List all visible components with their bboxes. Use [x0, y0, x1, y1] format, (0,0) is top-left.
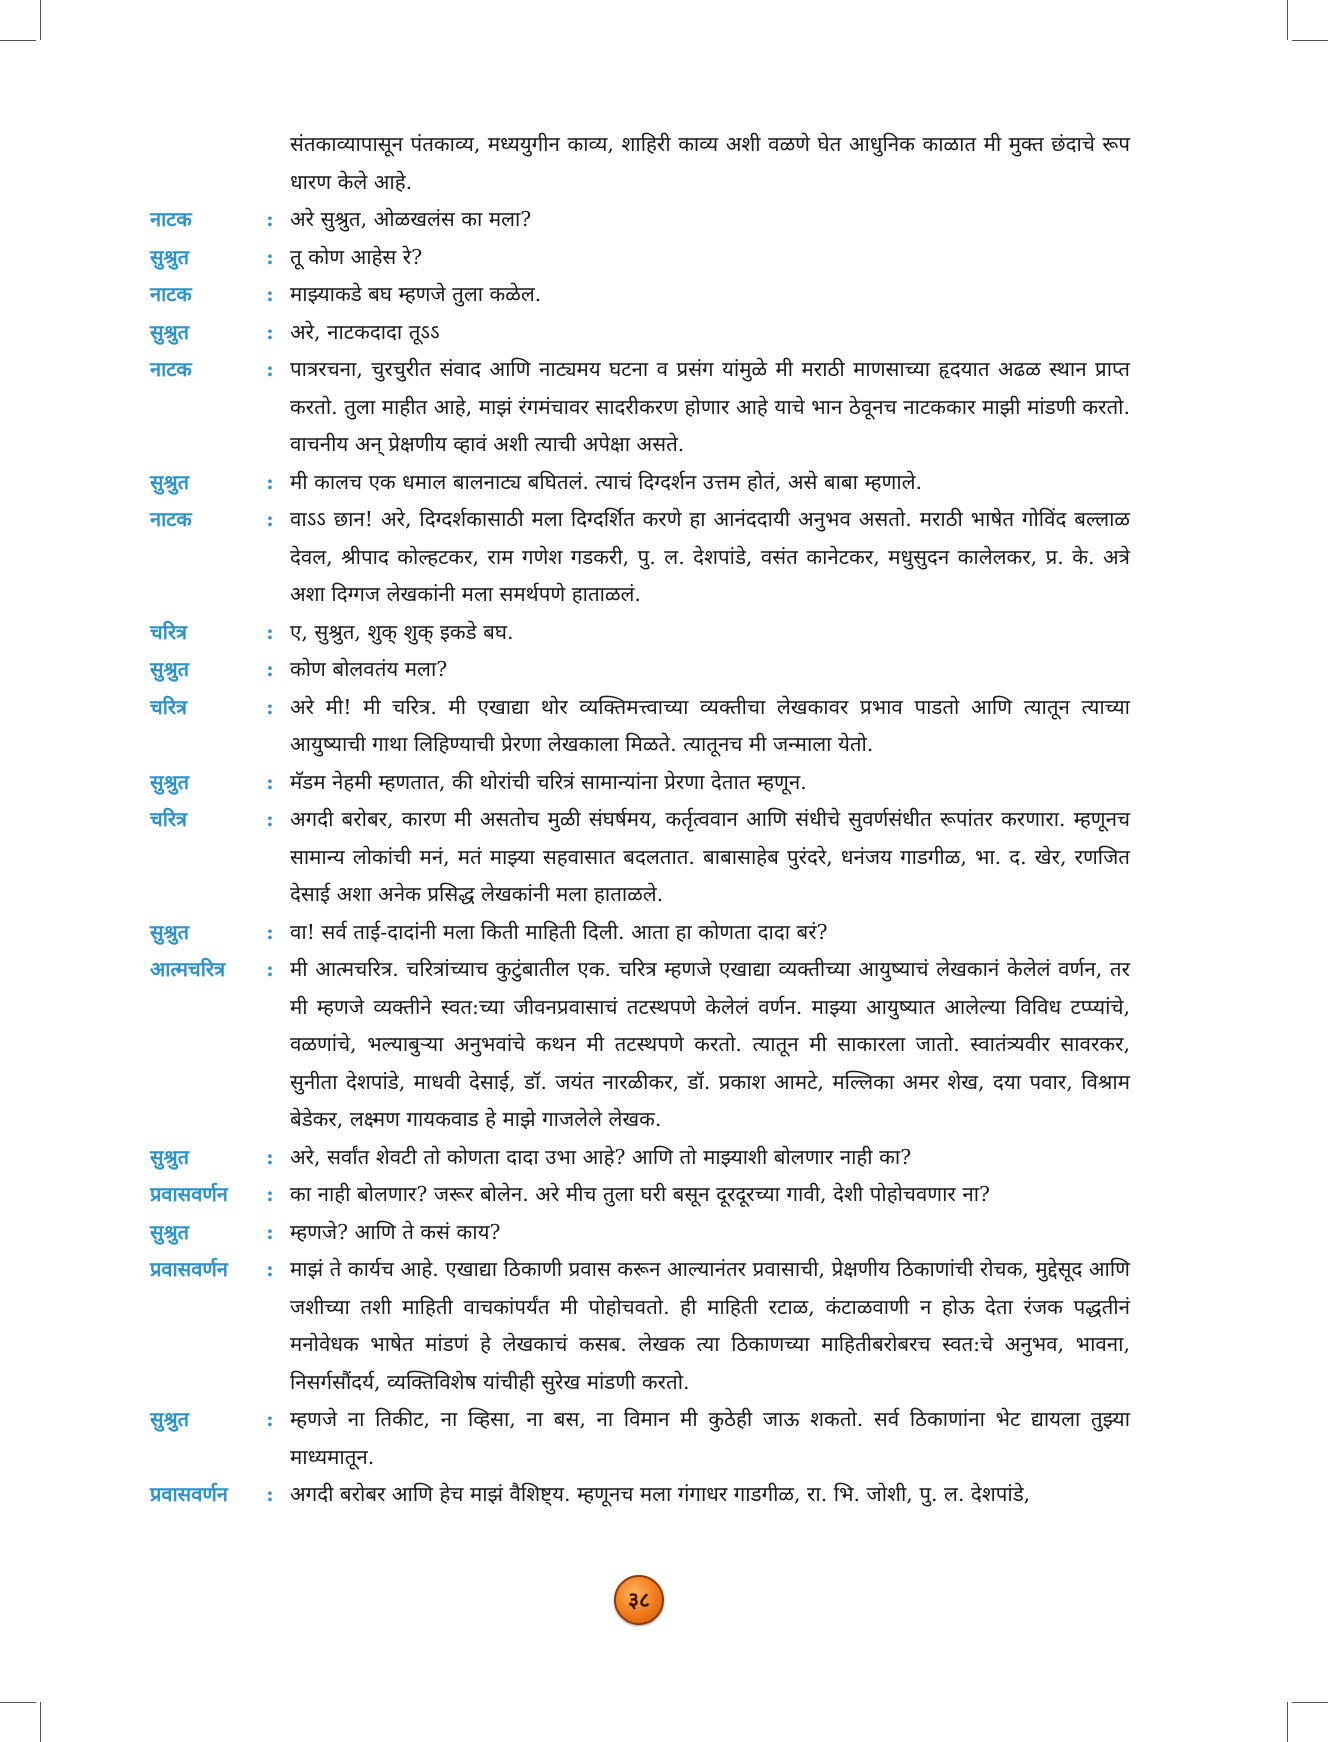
- dialogue-text: ए, सुश्रुत, शुक् शुक् इकडे बघ.: [290, 619, 514, 644]
- intro-paragraph: संतकाव्यापासून पंतकाव्य, मध्ययुगीन काव्य, शाहिरी काव्य अशी वळणे घेत आधुनिक काळात मी मुक्त छंदाचे रूप धारण केले आहे.: [290, 132, 1130, 194]
- dialogue-text: म्हणजे? आणि ते कसं काय?: [290, 1219, 501, 1244]
- dialogue-line: [150, 914, 1130, 952]
- speaker-colon: :: [266, 1407, 274, 1431]
- crop-mark: [1292, 1702, 1328, 1703]
- speaker-name: सुश्रुत: [150, 469, 190, 494]
- crop-mark: [1292, 40, 1328, 41]
- speaker-colon: :: [266, 1182, 274, 1206]
- dialogue-line: [150, 464, 1130, 502]
- speaker-name: चरित्र: [150, 807, 188, 831]
- dialogue-text: मी आत्मचरित्र. चरित्रांच्याच कुटुंबातील एक. चरित्र म्हणजे एखाद्या व्यक्तीच्या आयुष्याचं लेखकानं केलेलं वर्णन, तर मी म्हणजे व्यक्तीने स्वत:च्या जीवनप्रवासाचं तटस्थपणे केलेलं वर्णन. माझ्या आयुष्यात आलेल्या विविध टप्प्यांचे, वळणांचे, भल्याबुऱ्या अनुभवांचे कथन मी तटस्थपणे करतो. त्यातून मी साकारला जातो. स्वातंत्र्यवीर सावरकर, सुनीता देशपांडे, माधवी देसाई, डॉ. जयंत नारळीकर, डॉ. प्रकाश आमटे, मल्लिका अमर शेख, दया पवार, विश्राम बेडेकर, लक्ष्मण गायकवाड हे माझे गाजलेले लेखक.: [290, 957, 1130, 1131]
- crop-mark: [1287, 0, 1288, 40]
- dialogue-text: अगदी बरोबर आणि हेच माझं वैशिष्ट्य. म्हणूनच मला गंगाधर गाडगीळ, रा. भि. जोशी, पु. ल. देशपांडे,: [290, 1482, 1031, 1506]
- speaker-name: प्रवासवर्णन: [150, 1482, 228, 1506]
- dialogue-line: [150, 801, 1130, 914]
- speaker-name: प्रवासवर्णन: [150, 1182, 228, 1206]
- speaker-name: सुश्रुत: [150, 1219, 190, 1244]
- speaker-name: आत्मचरित्र: [150, 957, 226, 981]
- dialogue-line: [150, 276, 1130, 314]
- speaker-name: नाटक: [150, 357, 192, 381]
- dialogue-text: अरे मी! मी चरित्र. मी एखाद्या थोर व्यक्तिमत्त्वाच्या व्यक्तीचा लेखकावर प्रभाव पाडतो आणि त्यातून त्याच्या आयुष्याची गाथा लिहिण्याची प्रेरणा लेखकाला मिळते. त्यातूनच मी जन्माला येतो.: [290, 694, 1130, 756]
- crop-mark: [1287, 1702, 1288, 1742]
- speaker-name: सुश्रुत: [150, 657, 190, 681]
- speaker-colon: :: [266, 357, 274, 381]
- page-number: ३८: [628, 1588, 650, 1612]
- speaker-name: सुश्रुत: [150, 319, 190, 344]
- dialogue-line: [150, 201, 1130, 239]
- dialogue-text: अगदी बरोबर, कारण मी असतोच मुळी संघर्षमय, कर्तृत्ववान आणि संधीचे सुवर्णसंधीत रूपांतर करणारा. म्हणूनच सामान्य लोकांची मनं, मतं माझ्या सहवासात बदलतात. बाबासाहेब पुरंदरे, धनंजय गाडगीळ, भा. द. खेर, रणजित देसाई अशा अनेक प्रसिद्ध लेखकांनी मला हाताळले.: [290, 807, 1130, 906]
- speaker-colon: :: [266, 507, 274, 531]
- speaker-name: सुश्रुत: [150, 769, 190, 794]
- speaker-colon: :: [266, 1257, 274, 1281]
- dialogue-line: [150, 1401, 1130, 1476]
- dialogue-text: वा! सर्व ताई-दादांनी मला किती माहिती दिली. आता हा कोणता दादा बरं?: [290, 919, 828, 944]
- dialogue-line: [150, 1176, 1130, 1214]
- dialogue-line: [150, 614, 1130, 652]
- dialogue-text: मॅडम नेहमी म्हणतात, की थोरांची चरित्रं सामान्यांना प्रेरणा देतात म्हणून.: [290, 769, 807, 794]
- speaker-colon: :: [266, 1482, 274, 1506]
- speaker-colon: :: [266, 469, 274, 494]
- speaker-name: चरित्र: [150, 619, 188, 644]
- speaker-name: प्रवासवर्णन: [150, 1257, 228, 1281]
- dialogue-text: वाऽऽ छान! अरे, दिग्दर्शकासाठी मला दिग्दर्शित करणे हा आनंददायी अनुभव असतो. मराठी भाषेत गोविंद बल्लाळ देवल, श्रीपाद कोल्हटकर, राम गणेश गडकरी, पु. ल. देशपांडे, वसंत कानेटकर, मधुसुदन कालेलकर, प्र. के. अत्रे अशा दिग्गज लेखकांनी मला समर्थपणे हाताळलं.: [290, 507, 1130, 606]
- speaker-colon: :: [266, 807, 274, 831]
- speaker-colon: :: [266, 244, 274, 269]
- dialogue-text: तू कोण आहेस रे?: [290, 244, 423, 269]
- speaker-colon: :: [266, 319, 274, 344]
- dialogue-text: पात्ररचना, चुरचुरीत संवाद आणि नाट्यमय घटना व प्रसंग यांमुळे मी मराठी माणसाच्या हृदयात अढळ स्थान प्राप्त करतो. तुला माहीत आहे, माझं रंगमंचावर सादरीकरण होणार आहे याचे भान ठेवूनच नाटककार माझी मांडणी करतो. वाचनीय अन् प्रेक्षणीय व्हावं अशी त्याची अपेक्षा असते.: [290, 357, 1130, 456]
- dialogue-line: [150, 1251, 1130, 1401]
- dialogue-line: [150, 689, 1130, 764]
- speaker-name: नाटक: [150, 282, 192, 306]
- dialogue-text: अरे सुश्रुत, ओळखलंस का मला?: [290, 207, 532, 231]
- speaker-name: सुश्रुत: [150, 1407, 190, 1431]
- speaker-name: चरित्र: [150, 694, 188, 719]
- dialogue-line: [150, 314, 1130, 352]
- speaker-colon: :: [266, 1144, 274, 1169]
- crop-mark: [0, 1702, 36, 1703]
- dialogue-line: [150, 951, 1130, 1139]
- dialogue-list: [150, 201, 1130, 1514]
- dialogue-line: [150, 501, 1130, 614]
- speaker-colon: :: [266, 619, 274, 644]
- speaker-colon: :: [266, 657, 274, 681]
- crop-mark: [40, 1702, 41, 1742]
- page-number-badge: [614, 1575, 664, 1625]
- dialogue-line: [150, 1476, 1130, 1514]
- speaker-name: सुश्रुत: [150, 244, 190, 269]
- speaker-colon: :: [266, 694, 274, 719]
- speaker-name: नाटक: [150, 207, 192, 231]
- speaker-name: सुश्रुत: [150, 919, 190, 944]
- dialogue-line: [150, 651, 1130, 689]
- page-content: [150, 126, 1130, 1514]
- dialogue-text: मी कालच एक धमाल बालनाट्य बघितलं. त्याचं दिग्दर्शन उत्तम होतं, असे बाबा म्हणाले.: [290, 469, 923, 494]
- dialogue-text: माझ्याकडे बघ म्हणजे तुला कळेल.: [290, 282, 542, 306]
- dialogue-text: कोण बोलवतंय मला?: [290, 657, 448, 681]
- speaker-colon: :: [266, 1219, 274, 1244]
- dialogue-text: म्हणजे ना तिकीट, ना व्हिसा, ना बस, ना विमान मी कुठेही जाऊ शकतो. सर्व ठिकाणांना भेट द्यायला तुझ्या माध्यमातून.: [290, 1407, 1130, 1469]
- speaker-colon: :: [266, 769, 274, 794]
- speaker-name: सुश्रुत: [150, 1144, 190, 1169]
- speaker-colon: :: [266, 207, 274, 231]
- dialogue-text: अरे, नाटकदादा तूऽऽ: [290, 319, 440, 344]
- dialogue-line: [150, 1214, 1130, 1252]
- speaker-colon: :: [266, 919, 274, 944]
- dialogue-line: [150, 1139, 1130, 1177]
- dialogue-line: [150, 239, 1130, 277]
- dialogue-text: अरे, सर्वांत शेवटी तो कोणता दादा उभा आहे? आणि तो माझ्याशी बोलणार नाही का?: [290, 1144, 912, 1169]
- dialogue-text: का नाही बोलणार? जरूर बोलेन. अरे मीच तुला घरी बसून दूरदूरच्या गावी, देशी पोहोचवणार ना?: [290, 1182, 991, 1206]
- speaker-colon: :: [266, 282, 274, 306]
- dialogue-line: [150, 764, 1130, 802]
- speaker-name: नाटक: [150, 507, 192, 531]
- speaker-colon: :: [266, 957, 274, 981]
- dialogue-text: माझं ते कार्यच आहे. एखाद्या ठिकाणी प्रवास करून आल्यानंतर प्रवासाची, प्रेक्षणीय ठिकाणांची रोचक, मुद्देसूद आणि जशीच्या तशी माहिती वाचकांपर्यंत मी पोहोचवतो. ही माहिती रटाळ, कंटाळवाणी न होऊ देता रंजक पद्धतीनं मनोवेधक भाषेत मांडणं हे लेखकाचं कसब. लेखक त्या ठिकाणच्या माहितीबरोबरच स्वत:चे अनुभव, भावना, निसर्गसौंदर्य, व्यक्तिविशेष यांचीही सुरेख मांडणी करतो.: [290, 1257, 1130, 1394]
- crop-mark: [0, 40, 36, 41]
- dialogue-line: [150, 351, 1130, 464]
- crop-mark: [40, 0, 41, 40]
